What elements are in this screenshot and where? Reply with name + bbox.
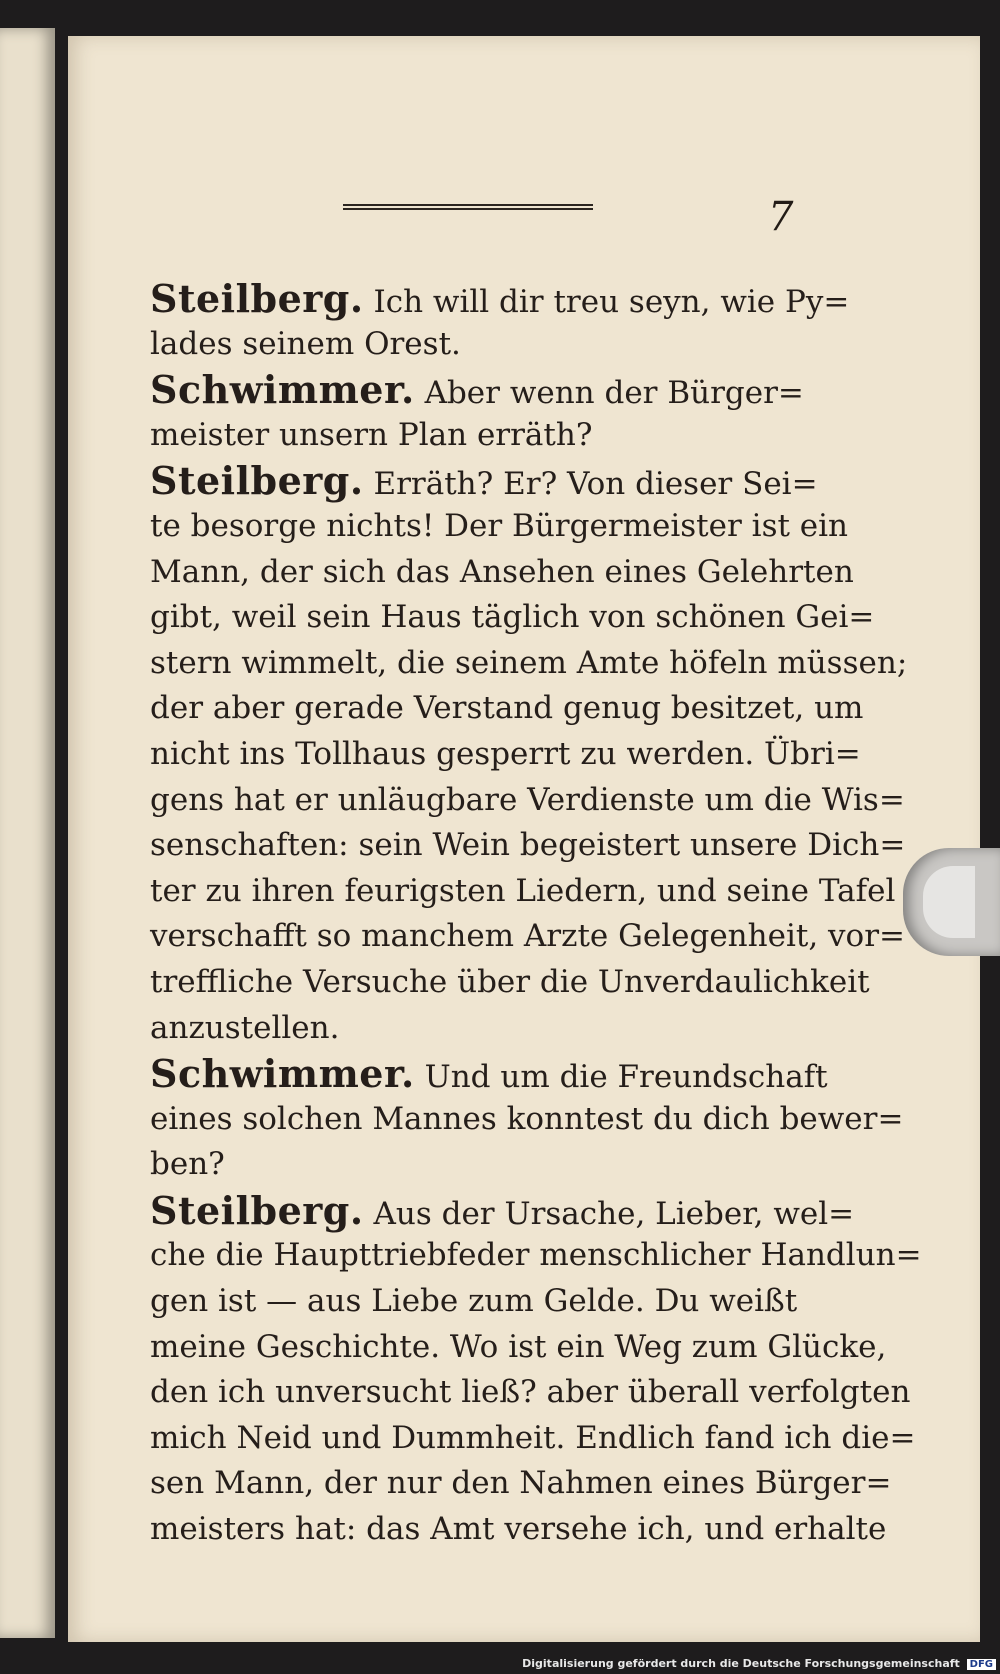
- book-page: [68, 36, 980, 1642]
- text-line: [150, 641, 908, 687]
- line-text: stern wimmelt, die seinem Amte höfeln müssen;: [150, 644, 908, 681]
- page-clip: [903, 848, 1000, 956]
- line-text: gibt, weil sein Haus täglich von schönen Gei=: [150, 599, 875, 636]
- line-text: anzustellen.: [150, 1009, 340, 1046]
- line-text: ter zu ihren feurigsten Liedern, und seine Tafel: [150, 872, 896, 909]
- line-text: mich Neid und Dummheit. Endlich fand ich die=: [150, 1419, 916, 1456]
- line-text: gen ist — aus Liebe zum Gelde. Du weißt: [150, 1283, 798, 1320]
- line-text: verschafft so manchem Arzte Gelegenheit, vor=: [150, 918, 906, 955]
- text-line: [150, 1325, 887, 1371]
- footer-credit-text: Digitalisierung gefördert durch die Deutsche Forschungsgemeinschaft: [522, 1657, 960, 1670]
- line-text: te besorge nichts! Der Bürgermeister ist ein: [150, 507, 849, 544]
- line-text: meisters hat: das Amt versehe ich, und erhalte: [150, 1511, 887, 1548]
- line-text: Aber wenn der Bürger=: [414, 375, 804, 412]
- text-line: [150, 1097, 904, 1143]
- line-text: eines solchen Mannes konntest du dich bewer=: [150, 1100, 904, 1137]
- text-line: [150, 367, 880, 413]
- line-text: gens hat er unläugbare Verdienste um die Wis=: [150, 781, 905, 818]
- line-text: meine Geschichte. Wo ist ein Weg zum Glücke,: [150, 1328, 887, 1365]
- text-line: [150, 960, 880, 1006]
- line-text: der aber gerade Verstand genug besitzet, um: [150, 690, 864, 727]
- text-line: [150, 1507, 887, 1553]
- line-text: nicht ins Tollhaus gesperrt zu werden. Übri=: [150, 735, 861, 772]
- line-text: lades seinem Orest.: [150, 325, 461, 362]
- speaker-name: Schwimmer.: [150, 367, 415, 413]
- text-line: [150, 322, 880, 368]
- line-text: sen Mann, der nur den Nahmen eines Bürger=: [150, 1465, 892, 1502]
- speaker-name: Steilberg.: [150, 276, 364, 321]
- header-rule: [343, 204, 593, 210]
- text-line: [150, 1051, 880, 1097]
- line-text: Erräth? Er? Von dieser Sei=: [363, 466, 818, 503]
- text-line: [150, 778, 905, 824]
- line-text: Aus der Ursache, Lieber, wel=: [363, 1195, 855, 1232]
- text-line: [150, 550, 880, 596]
- text-line: [150, 413, 880, 459]
- text-line: [150, 1188, 880, 1234]
- text-line: [150, 504, 880, 550]
- speaker-name: Steilberg.: [150, 458, 364, 504]
- text-line: [150, 732, 880, 778]
- text-line: [150, 1279, 880, 1325]
- text-line: [150, 914, 906, 960]
- left-page-edge: [0, 28, 55, 1638]
- text-line: [150, 1006, 880, 1052]
- text-line: [150, 458, 880, 504]
- text-line: [150, 1370, 911, 1416]
- line-text: treffliche Versuche über die Unverdaulichkeit: [150, 963, 870, 1000]
- text-line: [150, 276, 880, 322]
- text-line: [150, 869, 896, 915]
- line-text: meister unsern Plan erräth?: [150, 416, 593, 453]
- text-line: [150, 1233, 922, 1279]
- text-line: [150, 595, 880, 641]
- speaker-name: Schwimmer.: [150, 1051, 415, 1097]
- line-text: Mann, der sich das Ansehen eines Gelehrten: [150, 553, 854, 590]
- page-number: 7: [768, 194, 794, 240]
- text-line: [150, 686, 880, 732]
- text-line: [150, 1461, 892, 1507]
- line-text: Und um die Freundschaft: [414, 1059, 828, 1096]
- text-line: [150, 1416, 916, 1462]
- dfg-logo: DFG: [967, 1659, 996, 1670]
- line-text: den ich unversucht ließ? aber überall verfolgten: [150, 1374, 911, 1411]
- page-text: [150, 276, 922, 1553]
- line-text: senschaften: sein Wein begeistert unsere Dich=: [150, 827, 906, 864]
- line-text: Ich will dir treu seyn, wie Py=: [363, 284, 850, 320]
- text-line: [150, 823, 906, 869]
- line-text: che die Haupttriebfeder menschlicher Handlun=: [150, 1237, 922, 1274]
- footer-credit: [522, 1657, 996, 1670]
- line-text: ben?: [150, 1146, 225, 1183]
- text-line: [150, 1142, 880, 1188]
- speaker-name: Steilberg.: [150, 1187, 364, 1233]
